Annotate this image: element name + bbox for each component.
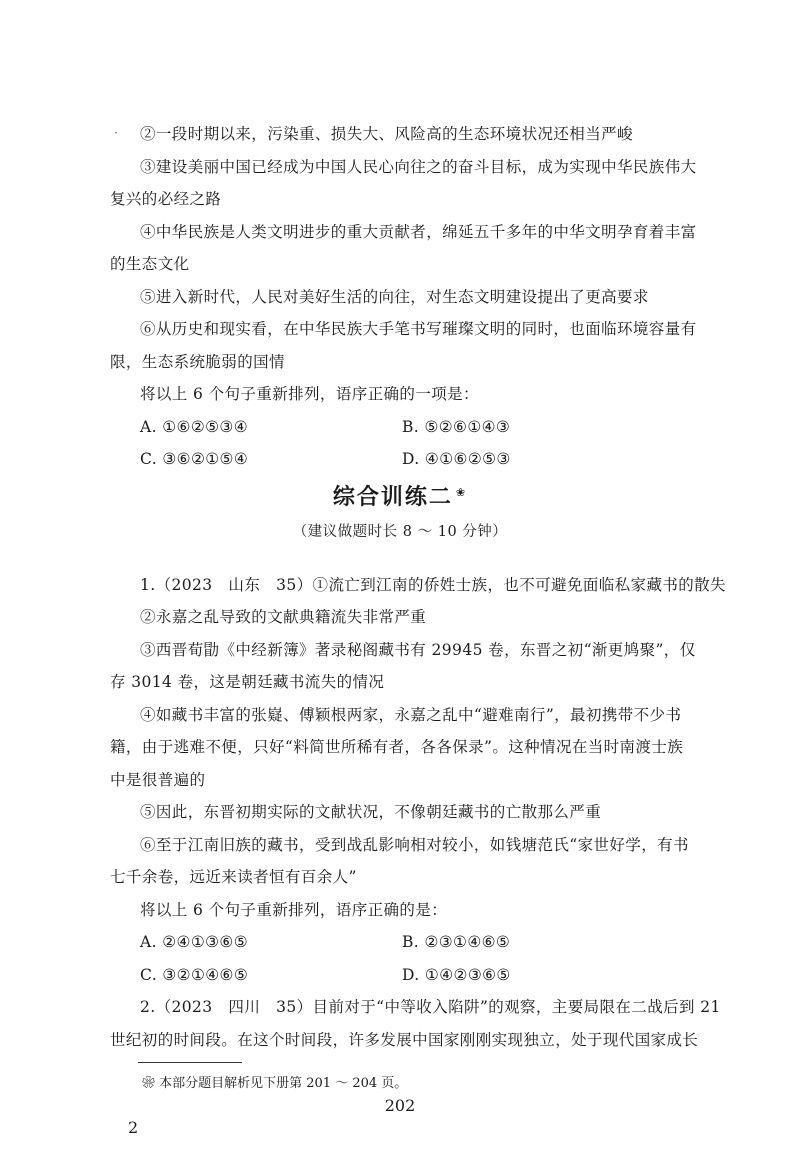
- q1-option-a: A. ②④①③⑥⑤: [140, 933, 249, 951]
- q1-prompt: 将以上 6 个句子重新排列，语序正确的是：: [140, 901, 448, 919]
- footnote-marker: ❀: [455, 485, 468, 499]
- q1-option-b: B. ②③①④⑥⑤: [402, 933, 511, 951]
- q2-line2: 世纪初的时间段。在这个时间段，许多发展中国家刚刚实现独立，处于现代国家成长: [110, 1031, 699, 1049]
- section-title: [0, 480, 800, 511]
- q1-line8: ⑤因此，东晋初期实际的文献状况，不像朝廷藏书的亡散那么严重: [140, 803, 602, 821]
- stray-dot: ·: [114, 126, 118, 140]
- footnote-divider: [138, 1062, 242, 1063]
- q1-line1: 1.（2023 山东 35）①流亡到江南的侨姓士族，也不可避免面临私家藏书的散失: [140, 576, 726, 594]
- q1-line5: ④如藏书丰富的张嶷、傅颖根两家，永嘉之乱中“避难南行”，最初携带不少书: [140, 706, 682, 724]
- question-prompt: 将以上 6 个句子重新排列，语序正确的一项是：: [140, 385, 479, 403]
- sentence-4-line1: ④中华民族是人类文明进步的重大贡献者，绵延五千多年的中华文明孕育着丰富: [140, 223, 697, 241]
- margin-mark: 2: [128, 1118, 139, 1137]
- option-c: C. ③⑥②①⑤④: [140, 450, 249, 468]
- sentence-6-line2: 限，生态系统脆弱的国情: [110, 353, 285, 371]
- q1-line2: ②永嘉之乱导致的文献典籍流失非常严重: [140, 608, 427, 626]
- footnote: ❀ 本部分题目解析见下册第 201 ～ 204 页。: [142, 1076, 408, 1091]
- q2-line1: 2.（2023 四川 35）目前对于“中等收入陷阱”的观察，主要局限在二战后到 21: [140, 998, 721, 1016]
- sentence-6-line1: ⑥从历史和现实看，在中华民族大手笔书写璀璨文明的同时，也面临环境容量有: [140, 320, 697, 338]
- q1-line4: 存 3014 卷，这是朝廷藏书流失的情况: [110, 673, 385, 691]
- option-d: D. ④①⑥②⑤③: [402, 450, 511, 468]
- section-subtitle: （建议做题时长 8 ～ 10 分钟）: [292, 524, 508, 540]
- sentence-2: ②一段时期以来，污染重、损失大、风险高的生态环境状况还相当严峻: [140, 125, 633, 143]
- option-b: B. ⑤②⑥①④③: [402, 418, 511, 436]
- page-number: 202: [384, 1096, 416, 1115]
- sentence-3-line2: 复兴的必经之路: [110, 190, 222, 208]
- sentence-5: ⑤进入新时代，人民对美好生活的向往，对生态文明建设提出了更高要求: [140, 288, 649, 306]
- q1-line6: 籍，由于逃难不便，只好“料简世所稀有者，各各保录”。这种情况在当时南渡士族: [110, 738, 684, 756]
- q1-line10: 七千余卷，远近来读者恒有百余人”: [110, 868, 357, 886]
- q1-option-d: D. ①④②③⑥⑤: [402, 966, 511, 984]
- q1-option-c: C. ③②①④⑥⑤: [140, 966, 249, 984]
- option-a: A. ①⑥②⑤③④: [140, 418, 249, 436]
- sentence-3-line1: ③建设美丽中国已经成为中国人民心向往之的奋斗目标，成为实现中华民族伟大: [140, 158, 697, 176]
- q1-line3: ③西晋荀勖《中经新簿》著录秘阁藏书有 29945 卷，东晋之初“渐更鸠聚”，仅: [140, 641, 696, 659]
- q1-line9: ⑥至于江南旧族的藏书，受到战乱影响相对较小，如钱塘范氏“家世好学，有书: [140, 836, 689, 854]
- sentence-4-line2: 的生态文化: [110, 255, 190, 273]
- q1-line7: 中是很普遍的: [110, 771, 206, 789]
- section-title-text: 综合训练二: [332, 485, 453, 510]
